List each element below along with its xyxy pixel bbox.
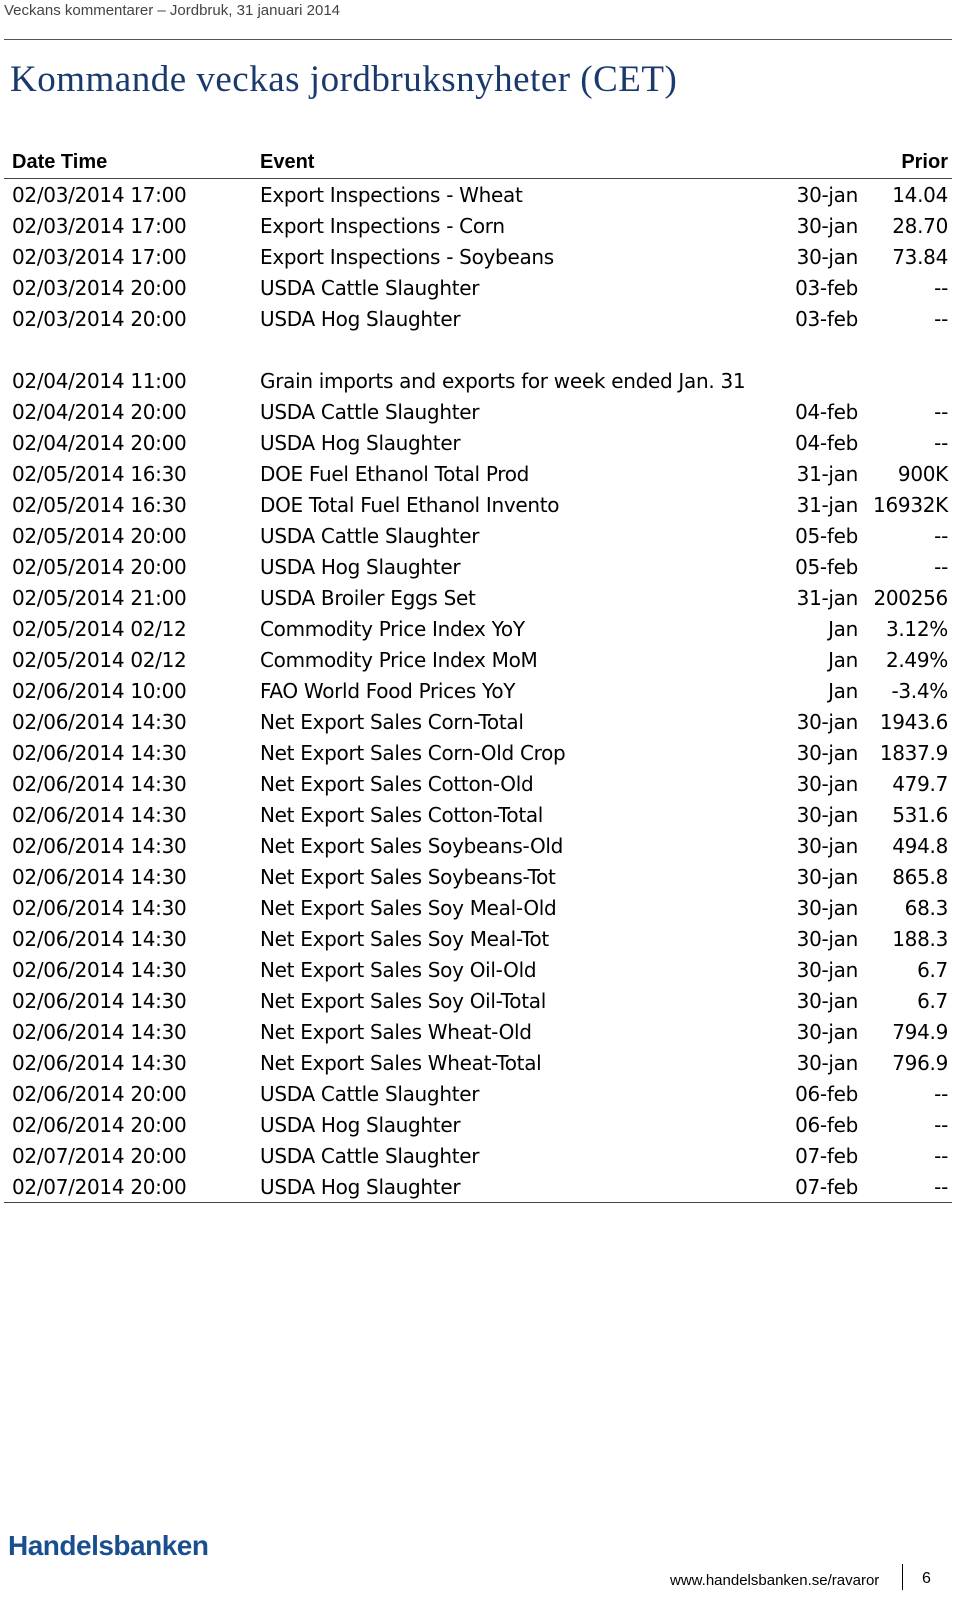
cell-prior: 14.04 (892, 182, 948, 207)
page-number: 6 (922, 1570, 931, 1587)
cell-prior: 6.7 (917, 957, 948, 982)
cell-datetime: 02/07/2014 20:00 (12, 1143, 187, 1168)
cell-event: USDA Hog Slaughter (260, 306, 461, 331)
cell-prior: -- (934, 1081, 948, 1106)
cell-prior: -- (934, 1112, 948, 1137)
cell-datetime: 02/07/2014 20:00 (12, 1174, 187, 1199)
table-row (4, 737, 952, 768)
table-row (4, 520, 952, 551)
cell-event: Export Inspections - Soybeans (260, 244, 554, 269)
cell-datetime: 02/06/2014 14:30 (12, 740, 187, 765)
cell-event: Net Export Sales Corn-Old Crop (260, 740, 566, 765)
table-row (4, 892, 952, 923)
document-header-title: Veckans kommentarer – Jordbruk, 31 januari 2014 (4, 2, 341, 19)
column-header-prior: Prior (901, 151, 948, 173)
cell-event: USDA Cattle Slaughter (260, 523, 480, 548)
cell-datetime: 02/06/2014 14:30 (12, 1050, 187, 1075)
cell-datetime: 02/03/2014 20:00 (12, 275, 187, 300)
cell-datetime: 02/06/2014 14:30 (12, 926, 187, 951)
cell-period: 07-feb (795, 1174, 858, 1199)
cell-datetime: 02/06/2014 14:30 (12, 895, 187, 920)
cell-event: DOE Total Fuel Ethanol Invento (260, 492, 560, 517)
cell-prior: 900K (897, 461, 948, 486)
cell-event: Net Export Sales Soybeans-Tot (260, 864, 556, 889)
cell-event: Export Inspections - Wheat (260, 182, 523, 207)
table-header-row (4, 147, 952, 179)
cell-datetime: 02/05/2014 21:00 (12, 585, 187, 610)
cell-datetime: 02/03/2014 17:00 (12, 244, 187, 269)
cell-event: Net Export Sales Soy Meal-Old (260, 895, 557, 920)
cell-datetime: 02/04/2014 20:00 (12, 430, 187, 455)
cell-prior: 1837.9 (879, 740, 948, 765)
cell-event: USDA Hog Slaughter (260, 1112, 461, 1137)
cell-event: Net Export Sales Soy Oil-Old (260, 957, 537, 982)
cell-prior: 1943.6 (879, 709, 948, 734)
cell-period: Jan (828, 616, 858, 641)
cell-datetime: 02/05/2014 16:30 (12, 492, 187, 517)
cell-period: 30-jan (796, 244, 858, 269)
handelsbanken-logo: Handelsbanken (8, 1530, 209, 1561)
cell-period: 30-jan (796, 1019, 858, 1044)
cell-prior: 6.7 (917, 988, 948, 1013)
cell-prior: -- (934, 523, 948, 548)
cell-period: 05-feb (795, 554, 858, 579)
cell-prior: -- (934, 306, 948, 331)
table-row (4, 1140, 952, 1171)
cell-datetime: 02/06/2014 20:00 (12, 1081, 187, 1106)
table-row (4, 365, 952, 396)
cell-event: Export Inspections - Corn (260, 213, 505, 238)
table-row (4, 551, 952, 582)
cell-period: 06-feb (795, 1112, 858, 1137)
footer-url[interactable]: www.handelsbanken.se/ravaror (670, 1572, 880, 1589)
cell-period: 04-feb (795, 399, 858, 424)
cell-datetime: 02/06/2014 14:30 (12, 864, 187, 889)
table-row (4, 458, 952, 489)
cell-period: 04-feb (795, 430, 858, 455)
cell-period: 30-jan (796, 833, 858, 858)
table-row (4, 768, 952, 799)
cell-prior: 479.7 (892, 771, 948, 796)
cell-event: Net Export Sales Wheat-Old (260, 1019, 532, 1044)
table-row (4, 675, 952, 706)
table-row (4, 1171, 952, 1202)
cell-prior: 531.6 (892, 802, 948, 827)
cell-prior: -- (934, 275, 948, 300)
cell-datetime: 02/06/2014 14:30 (12, 709, 187, 734)
cell-datetime: 02/03/2014 20:00 (12, 306, 187, 331)
cell-prior: -- (934, 1174, 948, 1199)
cell-period: Jan (828, 678, 858, 703)
table-row (4, 985, 952, 1016)
cell-period: 30-jan (796, 1050, 858, 1075)
cell-event: Net Export Sales Corn-Total (260, 709, 524, 734)
table-row (4, 830, 952, 861)
cell-period: 30-jan (796, 926, 858, 951)
cell-period: 30-jan (796, 957, 858, 982)
cell-prior: 28.70 (892, 213, 948, 238)
cell-prior: -- (934, 1143, 948, 1168)
table-row (4, 272, 952, 303)
cell-event: USDA Hog Slaughter (260, 1174, 461, 1199)
cell-datetime: 02/05/2014 20:00 (12, 523, 187, 548)
cell-period: 30-jan (796, 709, 858, 734)
table-row (4, 613, 952, 644)
cell-prior: -- (934, 430, 948, 455)
cell-datetime: 02/05/2014 20:00 (12, 554, 187, 579)
table-row (4, 1047, 952, 1078)
cell-event: USDA Cattle Slaughter (260, 1143, 480, 1168)
cell-datetime: 02/03/2014 17:00 (12, 213, 187, 238)
page-title: Kommande veckas jordbruksnyheter (CET) (10, 59, 678, 100)
cell-period: 03-feb (795, 275, 858, 300)
cell-event: DOE Fuel Ethanol Total Prod (260, 461, 530, 486)
cell-event: Commodity Price Index YoY (260, 616, 525, 641)
table-row (4, 427, 952, 458)
table-row (4, 799, 952, 830)
cell-event: Net Export Sales Soybeans-Old (260, 833, 564, 858)
table-row (4, 923, 952, 954)
cell-period: 30-jan (796, 895, 858, 920)
events-table (4, 147, 952, 1203)
cell-datetime: 02/06/2014 14:30 (12, 802, 187, 827)
cell-prior: 200256 (873, 585, 948, 610)
table-row (4, 210, 952, 241)
cell-prior: 73.84 (892, 244, 948, 269)
table-row (4, 861, 952, 892)
table-row (4, 179, 952, 210)
cell-prior: 494.8 (892, 833, 948, 858)
cell-event: USDA Hog Slaughter (260, 554, 461, 579)
cell-prior: -- (934, 554, 948, 579)
cell-prior: 3.12% (885, 616, 948, 641)
table-row (4, 489, 952, 520)
cell-period: 31-jan (796, 461, 858, 486)
cell-datetime: 02/06/2014 14:30 (12, 957, 187, 982)
cell-period: 30-jan (796, 213, 858, 238)
table-row (4, 1109, 952, 1140)
cell-event: FAO World Food Prices YoY (260, 678, 516, 703)
cell-period: 30-jan (796, 864, 858, 889)
table-bottom-rule (4, 1202, 952, 1203)
cell-prior: 16932K (873, 492, 948, 517)
cell-datetime: 02/04/2014 11:00 (12, 368, 187, 393)
cell-datetime: 02/03/2014 17:00 (12, 182, 187, 207)
table-row (4, 644, 952, 675)
cell-event: USDA Cattle Slaughter (260, 399, 480, 424)
cell-period: Jan (828, 647, 858, 672)
cell-event: Net Export Sales Cotton-Old (260, 771, 534, 796)
cell-period: 30-jan (796, 182, 858, 207)
cell-period: 31-jan (796, 492, 858, 517)
cell-period: 31-jan (796, 585, 858, 610)
table-row (4, 396, 952, 427)
table-row (4, 582, 952, 613)
cell-datetime: 02/06/2014 14:30 (12, 1019, 187, 1044)
cell-datetime: 02/06/2014 10:00 (12, 678, 187, 703)
table-row (4, 1016, 952, 1047)
cell-datetime: 02/04/2014 20:00 (12, 399, 187, 424)
header-divider (4, 39, 952, 40)
cell-event: Net Export Sales Wheat-Total (260, 1050, 542, 1075)
table-row (4, 241, 952, 272)
cell-prior: -- (934, 399, 948, 424)
cell-event: USDA Cattle Slaughter (260, 1081, 480, 1106)
cell-period: 30-jan (796, 988, 858, 1013)
footer-divider (902, 1564, 903, 1590)
cell-event: USDA Hog Slaughter (260, 430, 461, 455)
table-row (4, 706, 952, 737)
table-body (4, 179, 952, 1202)
column-header-event: Event (260, 151, 315, 173)
cell-event: Net Export Sales Soy Meal-Tot (260, 926, 549, 951)
table-row (4, 954, 952, 985)
cell-event: Net Export Sales Soy Oil-Total (260, 988, 546, 1013)
cell-datetime: 02/06/2014 14:30 (12, 833, 187, 858)
cell-datetime: 02/05/2014 16:30 (12, 461, 187, 486)
cell-period: 06-feb (795, 1081, 858, 1106)
cell-period: 30-jan (796, 802, 858, 827)
cell-prior: 2.49% (885, 647, 948, 672)
column-header-datetime: Date Time (12, 151, 108, 173)
cell-prior: -3.4% (891, 678, 948, 703)
cell-period: 07-feb (795, 1143, 858, 1168)
cell-prior: 796.9 (892, 1050, 948, 1075)
cell-event: Net Export Sales Cotton-Total (260, 802, 544, 827)
cell-event: Grain imports and exports for week ended Jan. 31 (260, 368, 746, 393)
cell-event: Commodity Price Index MoM (260, 647, 538, 672)
table-spacer-row (4, 334, 952, 365)
cell-prior: 794.9 (892, 1019, 948, 1044)
cell-datetime: 02/05/2014 02/12 (12, 616, 187, 641)
cell-period: 30-jan (796, 740, 858, 765)
cell-period: 30-jan (796, 771, 858, 796)
cell-event: USDA Broiler Eggs Set (260, 585, 476, 610)
cell-datetime: 02/05/2014 02/12 (12, 647, 187, 672)
table-row (4, 303, 952, 334)
cell-period: 03-feb (795, 306, 858, 331)
cell-prior: 68.3 (904, 895, 948, 920)
cell-prior: 865.8 (892, 864, 948, 889)
cell-datetime: 02/06/2014 14:30 (12, 771, 187, 796)
cell-prior: 188.3 (892, 926, 948, 951)
cell-datetime: 02/06/2014 20:00 (12, 1112, 187, 1137)
cell-period: 05-feb (795, 523, 858, 548)
table-row (4, 1078, 952, 1109)
cell-event: USDA Cattle Slaughter (260, 275, 480, 300)
cell-datetime: 02/06/2014 14:30 (12, 988, 187, 1013)
